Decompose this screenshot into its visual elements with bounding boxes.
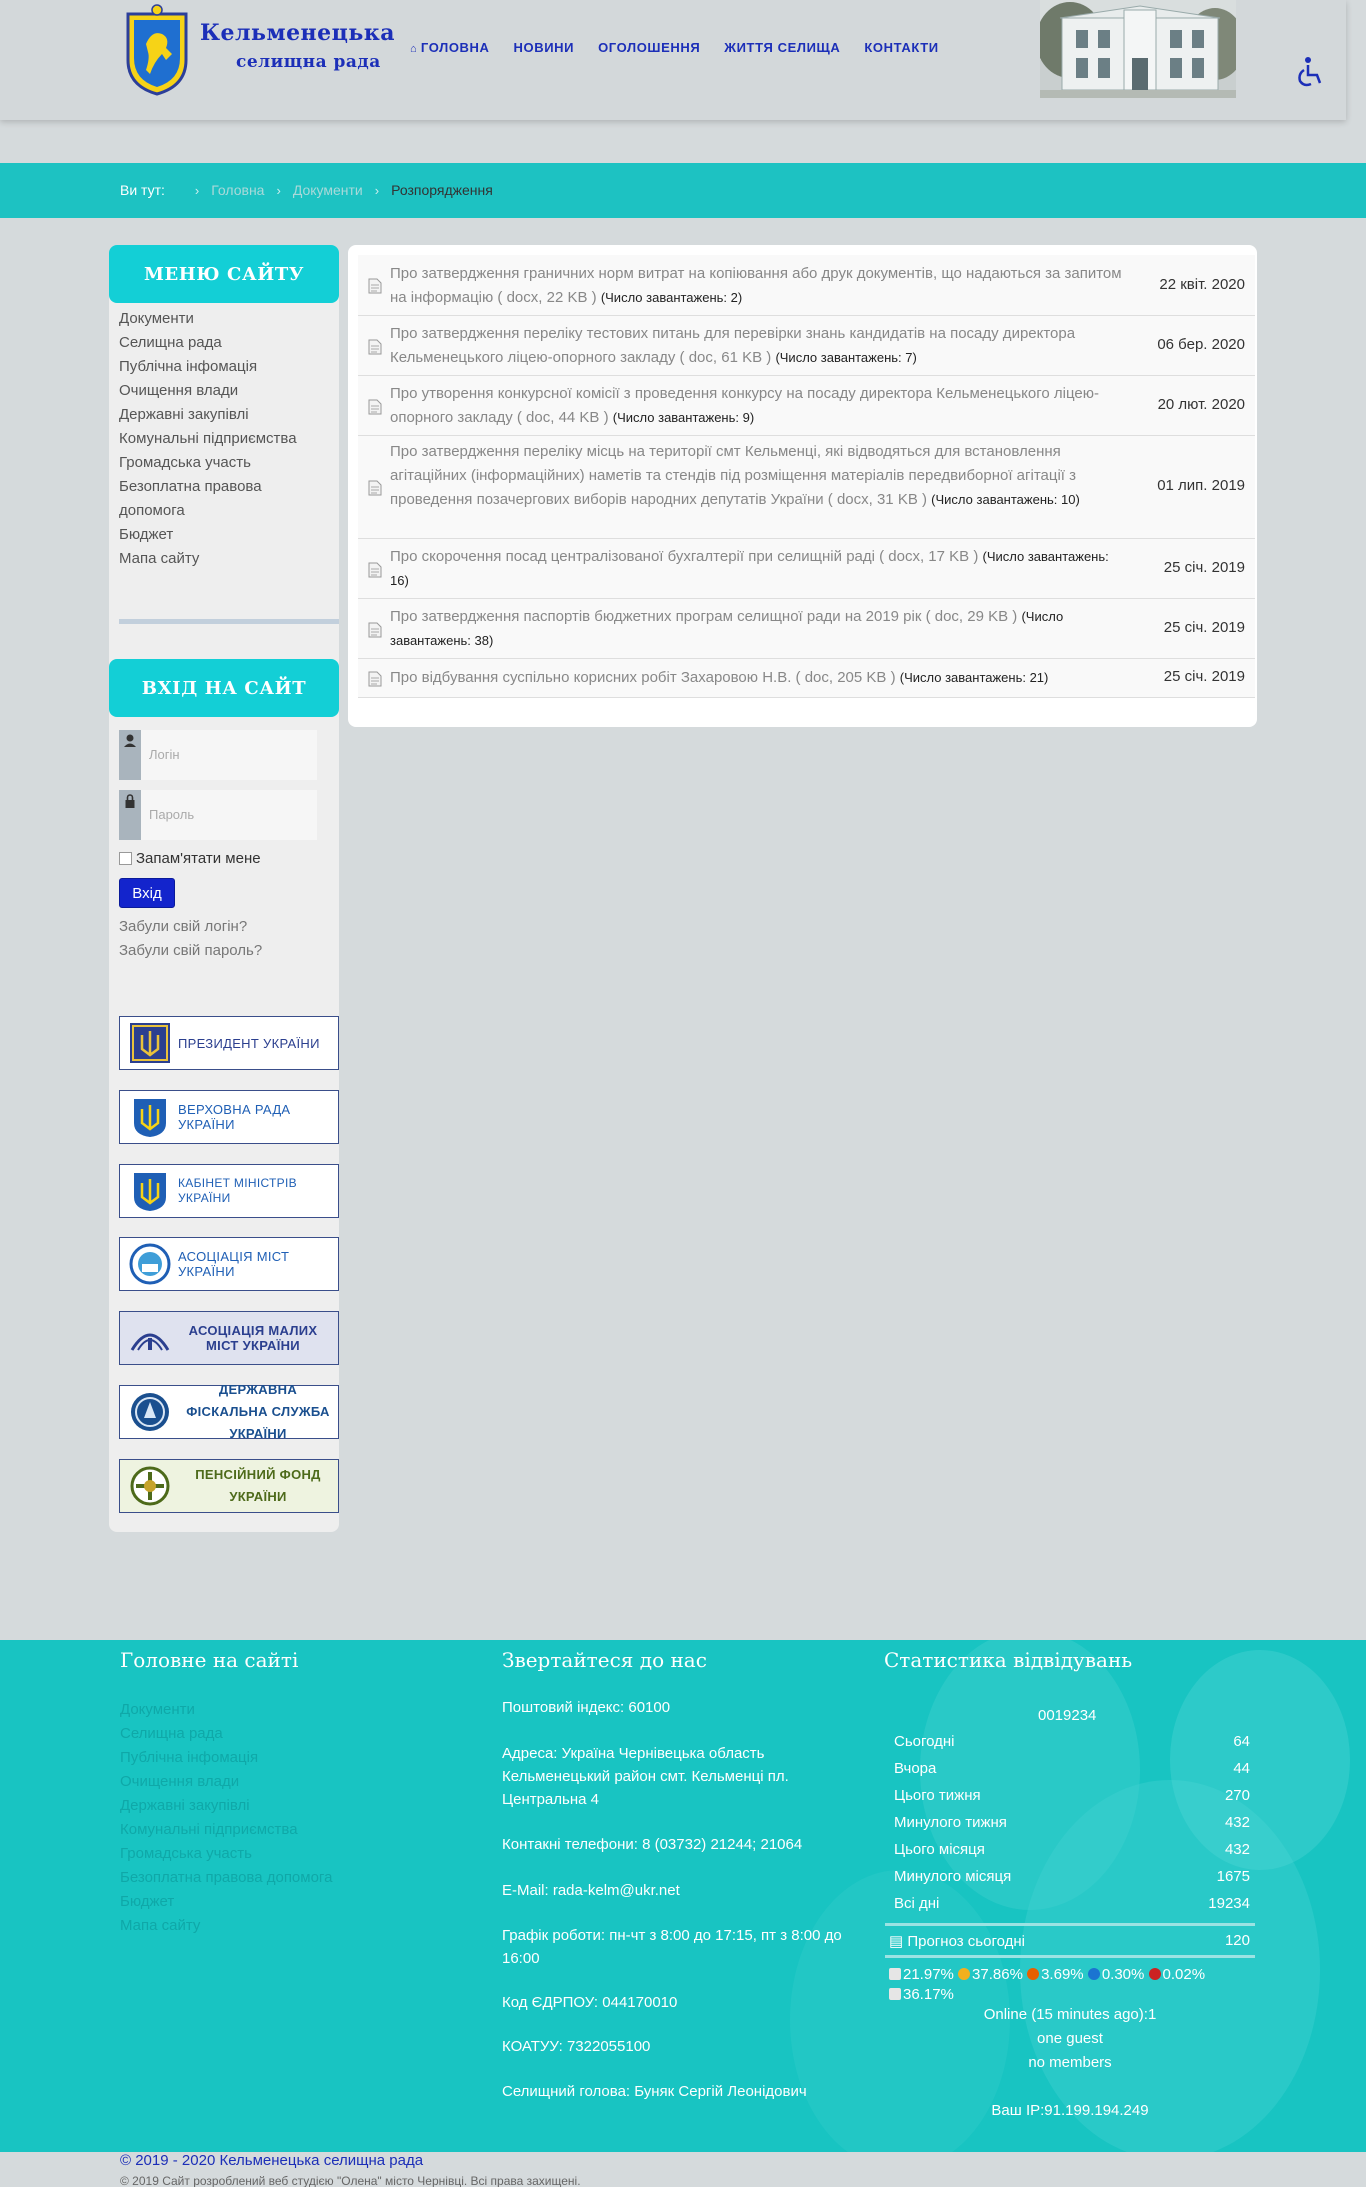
postal-code: Поштовий індекс: 60100 bbox=[502, 1699, 671, 1716]
site-menu bbox=[119, 307, 297, 571]
lock-icon-box bbox=[119, 790, 141, 840]
file-icon bbox=[368, 622, 382, 638]
document-row bbox=[358, 539, 1255, 599]
document-title[interactable]: Про відбування суспільно корисних робіт Захаровою Н.В. ( doc, 205 KB ) (Число завантажень: 21) bbox=[390, 669, 1049, 686]
online-members: no members bbox=[1028, 2054, 1112, 2071]
forgot-password-link[interactable]: Забули свій пароль? bbox=[119, 942, 263, 959]
visitor-ip: Ваш IP:91.199.194.249 bbox=[991, 2102, 1149, 2119]
username-placeholder: Логін bbox=[149, 747, 180, 762]
banner-label: АСОЦІАЦІЯ МІСТ УКРАЇНИ bbox=[178, 1249, 290, 1279]
document-date: 25 січ. 2019 bbox=[1163, 668, 1245, 685]
footer-link[interactable]: Публічна інфомація bbox=[120, 1749, 259, 1766]
copyright: © 2019 - 2020 Кельменецька селищна рада bbox=[120, 2152, 424, 2169]
village-head: Селищний голова: Буняк Сергій Леонідович bbox=[502, 2083, 807, 2100]
copyright-bar bbox=[0, 2152, 1366, 2187]
document-row bbox=[358, 376, 1255, 436]
document-title[interactable]: Про затвердження паспортів бюджетних програм селищної ради на 2019 рік ( doc, 29 KB ) (Число завантажень: 38) bbox=[390, 608, 1064, 648]
president-banner[interactable] bbox=[119, 1016, 339, 1070]
username-field[interactable] bbox=[119, 730, 317, 780]
nav-contacts[interactable]: КОНТАКТИ bbox=[864, 40, 939, 55]
working-hours: Графік роботи: пн-чт з 8:00 до 17:15, пт з 8:00 до 16:00 bbox=[502, 1927, 842, 1967]
menu-item-legal-aid[interactable]: Безоплатна правова bbox=[119, 478, 262, 495]
document-title[interactable]: Про скорочення посад централізованої бухгалтерії при селищній раді ( docx, 17 KB ) (Число завантажень: 16) bbox=[390, 548, 1109, 588]
breadcrumb-current: Розпорядження bbox=[391, 182, 493, 198]
fiscal-service-logo-icon bbox=[128, 1390, 172, 1434]
menu-item-council[interactable]: Селищна рада bbox=[119, 334, 222, 351]
banner-label: ПРЕЗИДЕНТ УКРАЇНИ bbox=[178, 1035, 320, 1051]
home-icon: ⌂ bbox=[410, 43, 421, 55]
file-icon bbox=[368, 399, 382, 415]
main-nav bbox=[410, 40, 939, 55]
small-cities-association-banner[interactable] bbox=[119, 1311, 339, 1365]
stat-row: Минулого місяця 1675 bbox=[894, 1868, 1250, 1885]
site-subtitle[interactable]: селищна рада bbox=[236, 52, 381, 72]
site-footer bbox=[0, 1640, 1366, 2152]
login-title: ВХІД НА САЙТ bbox=[109, 659, 339, 717]
nav-news[interactable]: НОВИНИ bbox=[513, 40, 575, 55]
download-count: (Число завантажень: 16) bbox=[390, 549, 1109, 588]
browser-unknown-icon bbox=[889, 1988, 901, 2000]
banner-label: ПЕНСІЙНИЙ ФОНД УКРАЇНИ bbox=[195, 1467, 321, 1504]
stat-row: Сьогодні 64 bbox=[894, 1733, 1250, 1750]
online-guests: one guest bbox=[1037, 2030, 1103, 2047]
left-sidebar bbox=[109, 245, 339, 1532]
banner-label: АСОЦІАЦІЯ МАЛИХ МІСТ УКРАЇНИ bbox=[188, 1323, 318, 1353]
menu-item-procurement[interactable]: Державні закупівлі bbox=[119, 406, 249, 423]
file-icon bbox=[368, 480, 382, 496]
footer-link[interactable]: Безоплатна правова допомога bbox=[120, 1869, 333, 1886]
accessibility-icon[interactable] bbox=[1296, 56, 1324, 88]
chrome-icon bbox=[958, 1968, 970, 1980]
header-bar bbox=[0, 0, 1346, 120]
remember-me-row bbox=[119, 850, 261, 867]
footer-stats-title: Статистика відвідувань bbox=[884, 1648, 1133, 1672]
document-date: 01 лип. 2019 bbox=[1157, 477, 1245, 494]
user-icon-box bbox=[119, 730, 141, 780]
menu-item-sitemap[interactable]: Мапа сайту bbox=[119, 550, 200, 567]
breadcrumb-bar bbox=[0, 163, 1366, 218]
footer-link[interactable]: Державні закупівлі bbox=[120, 1797, 250, 1814]
footer-link[interactable]: Бюджет bbox=[120, 1893, 175, 1910]
trident-icon bbox=[128, 1021, 172, 1065]
breadcrumb-label: Ви тут: bbox=[120, 182, 165, 198]
koatuu-code: КОАТУУ: 7322055100 bbox=[502, 2038, 651, 2055]
association-logo-icon bbox=[128, 1242, 172, 1286]
document-row bbox=[358, 255, 1255, 316]
download-count: (Число завантажень: 7) bbox=[775, 350, 917, 365]
browser-other-icon bbox=[889, 1968, 901, 1980]
menu-item-legal-aid-cont[interactable]: допомога bbox=[119, 502, 185, 519]
cabinet-banner[interactable] bbox=[119, 1164, 339, 1218]
banner-label: ВЕРХОВНА РАДА УКРАЇНИ bbox=[178, 1102, 291, 1132]
edrpou-code: Код ЄДРПОУ: 044170010 bbox=[502, 1994, 678, 2011]
file-icon bbox=[368, 562, 382, 578]
stat-row: Цього місяця 432 bbox=[894, 1841, 1250, 1858]
banner-label: ДЕРЖАВНА ФІСКАЛЬНА СЛУЖБА УКРАЇНИ bbox=[186, 1382, 330, 1441]
trident-icon bbox=[128, 1169, 172, 1213]
stats-divider bbox=[885, 1923, 1255, 1926]
download-count: (Число завантажень: 21) bbox=[899, 670, 1049, 685]
firefox-icon bbox=[1027, 1968, 1039, 1980]
stats-divider bbox=[885, 1955, 1255, 1958]
footer-menu bbox=[120, 1698, 332, 1938]
password-field[interactable] bbox=[119, 790, 317, 840]
footer-link[interactable]: Документи bbox=[120, 1701, 195, 1718]
site-title[interactable]: Кельменецька bbox=[200, 20, 395, 46]
document-row bbox=[358, 599, 1255, 659]
stat-row: Вчора 44 bbox=[894, 1760, 1250, 1777]
nav-village-life[interactable]: ЖИТТЯ СЕЛИЩА bbox=[724, 40, 841, 55]
menu-item-budget[interactable]: Бюджет bbox=[119, 526, 174, 543]
forgot-login-link[interactable]: Забули свій логін? bbox=[119, 918, 248, 935]
footer-link[interactable]: Очищення влади bbox=[120, 1773, 240, 1790]
document-title[interactable]: Про затвердження граничних норм витрат на копіювання або друк документів, що надаються за запитом на інформацію ( docx, 22 KB ) (Число завантажень: 2) bbox=[390, 265, 1122, 306]
phone: Контакні телефони: 8 (03732) 21244; 21064 bbox=[502, 1836, 803, 1853]
document-date: 06 бер. 2020 bbox=[1157, 336, 1245, 353]
coat-of-arms-logo[interactable] bbox=[122, 4, 192, 96]
menu-item-utilities[interactable]: Комунальні підприємства bbox=[119, 430, 297, 447]
browser-shares: 21.97% 37.86% 3.69% 0.30% 0.02% 36.17% bbox=[889, 1965, 1259, 2005]
site-header bbox=[0, 0, 1366, 120]
address: Адреса: Україна Чернівецька область Кельменецький район смт. Кельменці пл. Центральна 4 bbox=[502, 1745, 789, 1808]
password-placeholder: Пароль bbox=[149, 807, 195, 822]
menu-item-lustration[interactable]: Очищення влади bbox=[119, 382, 239, 399]
document-title[interactable]: Про затвердження переліку тестових питань для перевірки знань кандидатів на посаду директора Кельменецького ліцею-опорного закладу ( doc, 61 KB ) (Число завантажень: 7) bbox=[390, 325, 1076, 366]
arches-logo-icon bbox=[128, 1316, 172, 1360]
document-row bbox=[358, 316, 1255, 376]
document-date: 20 лют. 2020 bbox=[1157, 396, 1245, 413]
menu-item-public-info[interactable]: Публічна інфомація bbox=[119, 358, 258, 375]
menu-item-participation[interactable]: Громадська участь bbox=[119, 454, 251, 471]
menu-divider bbox=[119, 619, 339, 624]
parliament-banner[interactable] bbox=[119, 1090, 339, 1144]
footer-main-title: Головне на сайті bbox=[120, 1648, 299, 1672]
pension-fund-logo-icon bbox=[128, 1464, 172, 1508]
document-date: 25 січ. 2019 bbox=[1163, 619, 1245, 636]
breadcrumb-separator: › bbox=[276, 182, 281, 198]
opera-icon bbox=[1149, 1968, 1161, 1980]
file-icon bbox=[368, 278, 382, 294]
menu-item-documents[interactable]: Документи bbox=[119, 310, 194, 327]
breadcrumb-separator: › bbox=[374, 182, 380, 198]
footer-link[interactable]: Мапа сайту bbox=[120, 1917, 201, 1934]
pension-fund-banner[interactable] bbox=[119, 1459, 339, 1513]
document-row bbox=[358, 436, 1255, 539]
download-count: (Число завантажень: 10) bbox=[931, 492, 1080, 507]
visit-counter: 0019234 bbox=[1038, 1707, 1097, 1724]
user-icon bbox=[119, 730, 141, 752]
trident-icon bbox=[128, 1095, 172, 1139]
council-building-image bbox=[1040, 0, 1236, 98]
ie-icon bbox=[1088, 1968, 1100, 1980]
breadcrumb bbox=[120, 182, 493, 198]
online-count: Online (15 minutes ago):1 bbox=[983, 2006, 1157, 2023]
remember-me-label[interactable]: Запам'ятати мене bbox=[136, 850, 261, 867]
nav-announcements[interactable]: ОГОЛОШЕННЯ bbox=[598, 40, 701, 55]
document-date: 22 квіт. 2020 bbox=[1159, 276, 1245, 293]
footer-link[interactable]: Комунальні підприємства bbox=[120, 1821, 298, 1838]
login-button[interactable]: Вхід bbox=[119, 878, 175, 908]
cities-association-banner[interactable] bbox=[119, 1237, 339, 1291]
stat-row: Минулого тижня 432 bbox=[894, 1814, 1250, 1831]
footer-link[interactable]: Громадська участь bbox=[120, 1845, 252, 1862]
lock-icon bbox=[119, 790, 141, 812]
file-icon bbox=[368, 671, 382, 687]
download-count: (Число завантажень: 9) bbox=[612, 410, 755, 425]
stat-row: Цього тижня 270 bbox=[894, 1787, 1250, 1804]
remember-me-checkbox[interactable] bbox=[119, 852, 132, 865]
download-count: (Число завантажень: 2) bbox=[600, 290, 743, 305]
footer-link[interactable]: Селищна рада bbox=[120, 1725, 223, 1742]
nav-home[interactable]: ⌂ ГОЛОВНА bbox=[410, 40, 490, 55]
breadcrumb-separator: › bbox=[194, 182, 200, 198]
document-list bbox=[358, 255, 1255, 698]
file-icon bbox=[368, 339, 382, 355]
developer-credit[interactable]: © 2019 Сайт розроблений веб студією "Олена" місто Чернівці. Всі права захищені. bbox=[120, 2174, 581, 2187]
breadcrumb-home[interactable]: Головна bbox=[211, 182, 265, 198]
download-count: (Число завантажень: 38) bbox=[390, 609, 1064, 648]
documents-panel bbox=[348, 245, 1257, 727]
stat-row: Всі дні 19234 bbox=[894, 1895, 1250, 1912]
document-title[interactable]: Про затвердження переліку місць на території смт Кельменці, які відводяться для встановлення агітаційних (інформаційних) наметів та стендів під розміщення матеріалів передвиборної агітації з проведення позачергових виборів народних депутатів України ( docx, 31 KB ) (Число завантажень: 10) bbox=[390, 443, 1080, 508]
site-menu-title: МЕНЮ САЙТУ bbox=[109, 245, 339, 303]
fiscal-service-banner[interactable] bbox=[119, 1382, 339, 1441]
document-date: 25 січ. 2019 bbox=[1163, 559, 1245, 576]
banner-label: КАБІНЕТ МІНІСТРІВ УКРАЇНИ bbox=[178, 1176, 297, 1205]
breadcrumb-documents[interactable]: Документи bbox=[292, 182, 363, 198]
email[interactable]: E-Mail: rada-kelm@ukr.net bbox=[502, 1882, 680, 1899]
forecast-row: ▤ Прогноз сьогодні 120 bbox=[889, 1932, 1250, 1950]
footer-contacts-title: Звертайтеся до нас bbox=[502, 1648, 707, 1672]
document-title[interactable]: Про утворення конкурсної комісії з проведення конкурсу на посаду директора Кельменецького ліцею- опорного закладу ( doc, 44 KB ) (Число завантажень: 9) bbox=[390, 385, 1099, 426]
document-row bbox=[358, 659, 1255, 698]
chart-icon: ▤ bbox=[889, 1933, 908, 1950]
